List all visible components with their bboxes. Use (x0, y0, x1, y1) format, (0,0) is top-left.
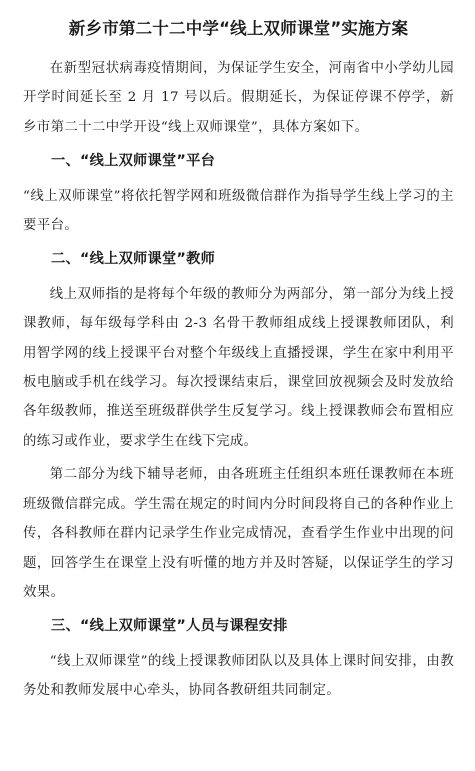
section-3-paragraph: “线上双师课堂”的线上授课教师团队以及具体上课时间安排，由教务处和教师发展中心牵头，协同各教研组共同制定。 (23, 653, 454, 699)
section-2-paragraph-2: 第二部分为线下辅导老师，由各班班主任组织本班任课教师在本班班级微信群完成。学生需在规定的时间内分时间段将自己的各种作业上传，各科教师在群内记录学生作业完成情况，查看学生作业中出现的问题，回答学生在课堂上没有听懂的地方并及时答疑，以保证学生的学习效果。 (23, 467, 454, 600)
document-title: 新乡市第二十二中学“线上双师课堂”实施方案 (68, 19, 409, 38)
section-2-paragraph-1: 线上双师指的是将每个年级的教师分为两部分，第一部分为线上授课教师，每年级每学科由 2-3 名骨干教师组成线上授课教师团队，利用智学网的线上授课平台对整个年级线上直播授课，学生在家中利用平板电脑或手机在线学习。每次授课结束后，课堂回放视频会及时发放给各年级教师，推送至班级群供学生反复学习。线上授课教师会布置相应的练习或作业，要求学生在线下完成。 (23, 286, 454, 449)
section-3-heading: 三、“线上双师课堂”人员与课程安排 (51, 618, 288, 635)
intro-paragraph: 在新型冠状病毒疫情期间，为保证学生安全，河南省中小学幼儿园开学时间延长至 2 月 17 号以后。假期延长，为保证停课不停学，新乡市第二十二中学开设“线上双师课堂”，具体方案如下。 (23, 61, 454, 135)
section-1-heading: 一、“线上双师课堂”平台 (51, 153, 216, 170)
section-2-heading: 二、“线上双师课堂”教师 (51, 251, 216, 268)
section-1-paragraph: “线上双师课堂”将依托智学网和班级微信群作为指导学生线上学习的主要平台。 (23, 188, 454, 234)
